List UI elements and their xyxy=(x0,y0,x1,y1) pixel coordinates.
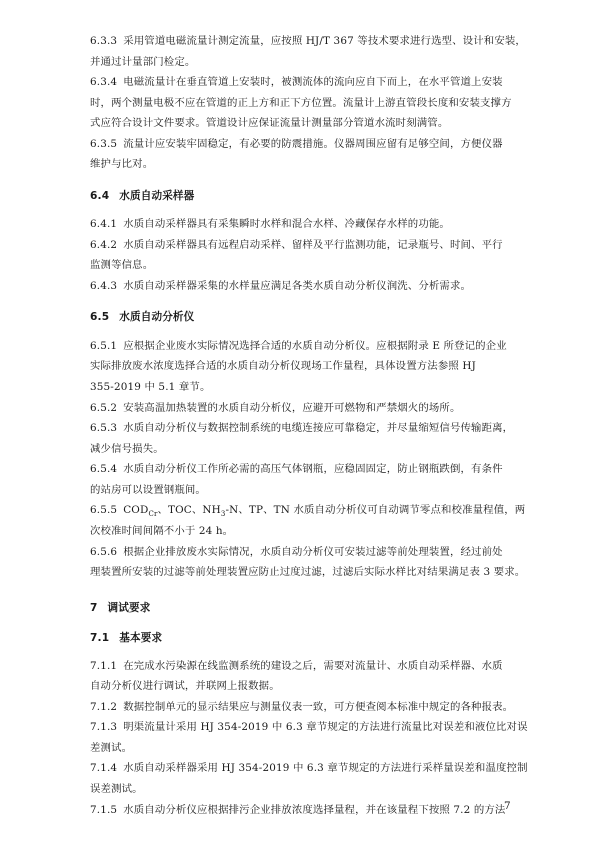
clause-6-5-2: 6.5.2 安装高温加热装置的水质自动分析仪，应避开可燃物和严禁烟火的场所。 xyxy=(90,402,461,414)
clause-6-4-3: 6.4.3 水质自动采样器采集的水样量应满足各类水质自动分析仪润洗、分析需求。 xyxy=(90,280,472,292)
clause-6-5-3: 6.5.3 水质自动分析仪与数据控制系统的电缆连接应可靠稳定，并尽量缩短信号传输距离， xyxy=(90,422,514,434)
heading-6-4: 6.4 水质自动采样器 xyxy=(90,190,195,202)
clause-6-3-3: 6.3.3 采用管道电磁流量计测定流量，应按照 HJ/T 367 等技术要求进行选型、设计和安装， xyxy=(90,35,526,47)
clause-6-3-3-cont: 并通过计量部门检定。 xyxy=(90,56,196,68)
clause-6-5-1-cont-2: 355-2019 中 5.1 章节。 xyxy=(90,381,211,393)
clause-6-3-4-cont-2: 式应符合设计文件要求。管道设计应保证流量计测量部分管道水流时刻满管。 xyxy=(90,117,449,129)
clause-7-1-4: 7.1.4 水质自动采样器采用 HJ 354-2019 中 6.3 章节规定的方法进行采样量误差和温度控制 xyxy=(90,762,528,774)
heading-7-1: 7.1 基本要求 xyxy=(90,632,163,644)
clause-6-3-4-cont-1: 时，两个测量电极不应在管道的正上方和正下方位置。流量计上游直管段长度和安装支撑方 xyxy=(90,97,512,109)
clause-6-3-4: 6.3.4 电磁流量计在垂直管道上安装时，被测流体的流向应自下而上，在水平管道上安装 xyxy=(90,76,503,88)
clause-6-5-4-cont: 的站房可以设置钢瓶间。 xyxy=(90,484,206,496)
clause-6-3-5: 6.3.5 流量计应安装牢固稳定，有必要的防震措施。仪器周围应留有足够空间，方便仪器 xyxy=(90,138,503,150)
clause-6-4-1: 6.4.1 水质自动采样器具有采集瞬时水样和混合水样、冷藏保存水样的功能。 xyxy=(90,218,450,230)
heading-6-5: 6.5 水质自动分析仪 xyxy=(90,311,195,323)
clause-6-5-1: 6.5.1 应根据企业废水实际情况选择合适的水质自动分析仪。应根据附录 E 所登记的企业 xyxy=(90,340,507,352)
page-number: 7 xyxy=(504,800,511,812)
clause-7-1-4-cont: 误差测试。 xyxy=(90,783,143,795)
clause-7-1-1-cont: 自动分析仪进行调试，并联网上报数据。 xyxy=(90,680,280,692)
heading-7: 7 调试要求 xyxy=(90,602,151,614)
clause-6-5-6-cont: 理装置所安装的过滤等前处理装置应防止过度过滤，过滤后实际水样比对结果满足表 3 要求。 xyxy=(90,566,526,578)
clause-6-5-5-cont: 次校准时间间隔不小于 24 h。 xyxy=(90,525,234,537)
clause-6-4-2: 6.4.2 水质自动采样器具有远程启动采样、留样及平行监测功能，记录瓶号、时间、平行 xyxy=(90,239,503,251)
clause-7-1-2: 7.1.2 数据控制单元的显示结果应与测量仪表一致，可方便查阅本标准中规定的各种报表。 xyxy=(90,701,514,713)
clause-6-5-1-cont-1: 实际排放废水浓度选择合适的水质自动分析仪现场工作量程，具体设置方法参照 HJ xyxy=(90,360,476,372)
clause-6-5-5: 6.5.5 $COD_{Cr}$、TOC、$NH_3-N$、TP、TN 水质自动分析仪可自动调节零点和校准量程值，两 xyxy=(90,504,526,519)
clause-7-1-1: 7.1.1 在完成水污染源在线监测系统的建设之后，需要对流量计、水质自动采样器、水质 xyxy=(90,660,503,672)
clause-7-1-5: 7.1.5 水质自动分析仪应根据排污企业排放浓度选择量程，并在该量程下按照 7.2 的方法 xyxy=(90,804,506,816)
clause-6-3-5-cont: 维护与比对。 xyxy=(90,158,154,170)
clause-6-5-6: 6.5.6 根据企业排放废水实际情况，水质自动分析仪可安装过滤等前处理装置，经过前处 xyxy=(90,546,503,558)
clause-7-1-3-cont: 差测试。 xyxy=(90,742,133,754)
clause-6-5-3-cont: 减少信号损失。 xyxy=(90,443,164,455)
clause-6-4-2-cont: 监测等信息。 xyxy=(90,259,154,271)
clause-6-5-4: 6.5.4 水质自动分析仪工作所必需的高压气体钢瓶，应稳固固定，防止钢瓶跌倒，有条件 xyxy=(90,463,503,475)
clause-7-1-3: 7.1.3 明渠流量计采用 HJ 354-2019 中 6.3 章节规定的方法进行流量比对误差和液位比对误 xyxy=(90,721,528,733)
